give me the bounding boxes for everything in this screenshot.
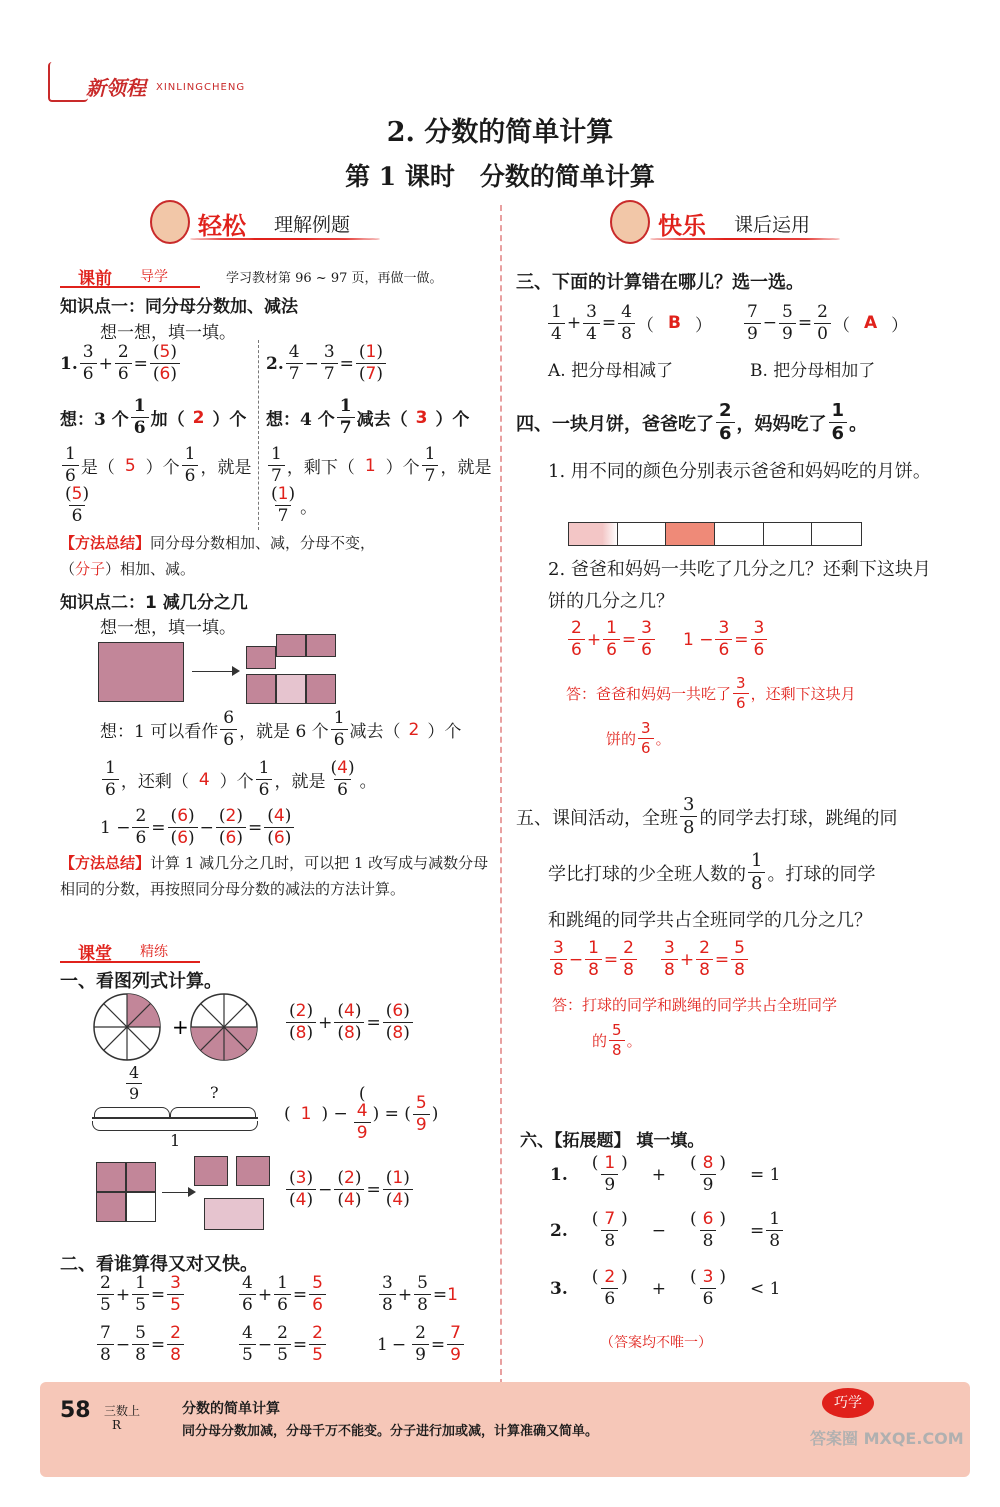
lesson-subtitle: 第 1 课时 分数的简单计算 xyxy=(345,162,655,191)
in-class-tag: 课堂 精练 xyxy=(60,937,260,963)
liu-row-1: 1. $\frac{( 1 )}{9}$ + $\frac{( 8 )}{9}$ = 1 xyxy=(550,1153,781,1195)
mooncake-bar xyxy=(568,522,862,546)
kid-icon xyxy=(150,200,190,244)
option-a: A. 把分母相减了 xyxy=(548,361,674,381)
badge-icon: 巧学 xyxy=(822,1388,874,1418)
line-segment-diagram: $\frac{4}{9}$ ? 1 xyxy=(92,1065,262,1155)
kid-icon xyxy=(610,200,650,244)
whole-rectangle xyxy=(98,642,184,702)
liu-row-3: 3. $\frac{( 2 )}{6}$ + $\frac{( 3 )}{6}$ < 1 xyxy=(550,1267,781,1309)
k1-q1: 1. $\frac{3}{6}$ + $\frac{2}{6}$ = $\frac{(5)}{(6)}$ 想：3 个 $\frac{1}{6}$ 加（ 2 ）个 $\frac{1}{6}$ 是（ 5 ）个 $\frac{1}{6}$ ，就是 $\frac{(5)}{6}$ xyxy=(60,342,252,526)
pre-class-tag: 课前 导学 学习教材第 96 ~ 97 页，再做一做。 xyxy=(60,262,490,288)
left-banner: 轻松 理解例题 xyxy=(150,200,390,248)
right-banner: 快乐 课后运用 xyxy=(610,200,850,248)
liu-note: （答案均不唯一） xyxy=(600,1335,712,1351)
section-yi-title: 一、看图列式计算。 xyxy=(60,971,222,992)
brand-logo: 新领程 XINLINGCHENG xyxy=(48,62,288,106)
circle-diagrams xyxy=(92,990,272,1064)
si-p1: 1. 用不同的颜色分别表示爸爸和妈妈吃的月饼。 xyxy=(548,461,931,482)
si-answer: 答：爸爸和妈妈一共吃了 $\frac{3}{6}$ ，还剩下这块月 饼的 $\frac{3}{6}$ 。 xyxy=(566,674,856,757)
er-item-4: $\frac{7}{8}$ − $\frac{5}{8}$ = $\frac{2}{8}$ xyxy=(95,1325,186,1364)
er-item-3: $\frac{3}{8}$ + $\frac{5}{8}$ = 1 xyxy=(377,1275,458,1314)
liu-row-2: 2. $\frac{( 7 )}{8}$ − $\frac{( 6 )}{8}$ = $\frac{1}{8}$ xyxy=(550,1211,785,1250)
section-wu: 五、课间活动，全班 $\frac{3}{8}$ 的同学去打球，跳绳的同 学比打球的少全班人数的 $\frac{1}{8}$ 。打球的同学 和跳绳的同学共占全班同学的几分之几？ xyxy=(516,794,898,931)
page-title: 2. 分数的简单计算 xyxy=(386,117,614,148)
method-summary-1: 【方法总结】同分母分数相加、减，分母不变， （分子）相加、减。 xyxy=(60,534,376,578)
liu-rows xyxy=(550,1155,850,1325)
circle-2 xyxy=(191,994,257,1060)
option-b: B. 把分母相加了 xyxy=(750,361,876,381)
knowledge-point-1: 知识点一：同分母分数加、减法 xyxy=(60,297,298,317)
er-item-6: 1 − $\frac{2}{9}$ = $\frac{7}{9}$ xyxy=(377,1325,466,1364)
er-item-2: $\frac{4}{6}$ + $\frac{1}{6}$ = $\frac{5}{6}$ xyxy=(237,1275,328,1314)
yi-r1-answer: $\frac{(2)}{(8)}$ + $\frac{(4)}{(8)}$ = $\frac{(6)}{(8)}$ xyxy=(284,1003,415,1042)
circle-1 xyxy=(94,994,160,1060)
k1-q2: 2. $\frac{4}{7}$ − $\frac{3}{7}$ = $\frac{(1)}{(7)}$ 想：4 个 $\frac{1}{7}$ 减去（ 3 ）个 $\frac{1}{7}$ ，剩下（ 1 ）个 $\frac{1}{7}$ ，就是 $\frac{(1)}{7}$ 。 xyxy=(266,342,492,526)
er-item-5: $\frac{4}{5}$ − $\frac{2}{5}$ = $\frac{2}{5}$ xyxy=(237,1325,328,1364)
square-diagrams xyxy=(96,1162,271,1232)
prompt: 想一想，填一填。 xyxy=(100,323,236,343)
er-grid xyxy=(95,1275,495,1375)
yi-r2-answer: ( 1 ) − ( 4 9 ) = ( $\frac{5}{9}$ ) xyxy=(284,1084,439,1143)
footer-title: 分数的简单计算 xyxy=(182,1401,280,1417)
section-liu-title: 六、【拓展题】 填一填。 xyxy=(520,1131,705,1151)
section-san-title: 三、下面的计算错在哪儿？选一选。 xyxy=(516,272,804,293)
wu-answer: 答：打球的同学和跳绳的同学共占全班同学 的 $\frac{5}{8}$ 。 xyxy=(552,996,838,1059)
six-part-grid xyxy=(246,634,336,704)
wu-calc: $\frac{3}{8}$ − $\frac{1}{8}$ = $\frac{2}{8}$ $\frac{3}{8}$ + $\frac{2}{8}$ = $\frac{5}{8}$ xyxy=(548,940,750,979)
page-number: 58 xyxy=(60,1398,91,1423)
er-item-1: $\frac{2}{5}$ + $\frac{1}{5}$ = $\frac{3}{5}$ xyxy=(95,1275,186,1314)
divider xyxy=(258,340,259,530)
si-calc: $\frac{2}{6}$ + $\frac{1}{6}$ = $\frac{3}{6}$ 1 − $\frac{3}{6}$ = $\frac{3}{6}$ xyxy=(566,620,769,659)
section-si-title: 四、一块月饼，爸爸吃了 $\frac{2}{6}$ ，妈妈吃了 $\frac{1}{6}$ 。 xyxy=(516,400,868,444)
knowledge-point-2: 知识点二：1 减几分之几 xyxy=(60,593,248,613)
k2-explain: 想：1 可以看作 $\frac{6}{6}$ ，就是 6 个 $\frac{1}{6}$ 减去（ 2 ）个 $\frac{1}{6}$ ，还剩（ 4 ）个 $\frac{1}{6}$ ，就是 $\frac{(4)}{6}$ 。 1 − $\frac{2}{6}$ = $\frac{(6)}{(6)}$ − $\frac{(2)}{(6)}$ = $\frac{(4)}{(6)}$ xyxy=(100,708,462,848)
footer: 58 三数上 R 分数的简单计算 同分母分数加减，分母千万不能变。分子进行加或减，计算准确又简单。 巧学 答案圈 MXQE.COM xyxy=(40,1382,970,1477)
footer-rhyme: 同分母分数加减，分母千万不能变。分子进行加或减，计算准确又简单。 xyxy=(182,1424,599,1439)
yi-r3-answer: $\frac{(3)}{(4)}$ − $\frac{(2)}{(4)}$ = $\frac{(1)}{(4)}$ xyxy=(284,1170,415,1209)
column-divider xyxy=(500,205,502,1385)
section-er-title: 二、看谁算得又对又快。 xyxy=(60,1254,258,1275)
watermark: 答案圈 MXQE.COM xyxy=(810,1429,964,1448)
method-summary-2: 【方法总结】计算 1 减几分之几时，可以把 1 改写成与减数分母相同的分数，再按照同分母分数的减法的方法计算。 xyxy=(60,854,489,898)
svg-text:+: + xyxy=(172,1015,189,1039)
prompt: 想一想，填一填。 xyxy=(100,618,236,638)
san-equations: $\frac{1}{4}$ + $\frac{3}{4}$ = $\frac{4}{8}$ （ B ） $\frac{7}{9}$ − $\frac{5}{9}$ = $\frac{2}{0}$ （ A ） xyxy=(546,298,966,348)
si-p2: 2. 爸爸和妈妈一共吃了几分之几？还剩下这块月饼的几分之几？ xyxy=(548,559,931,612)
